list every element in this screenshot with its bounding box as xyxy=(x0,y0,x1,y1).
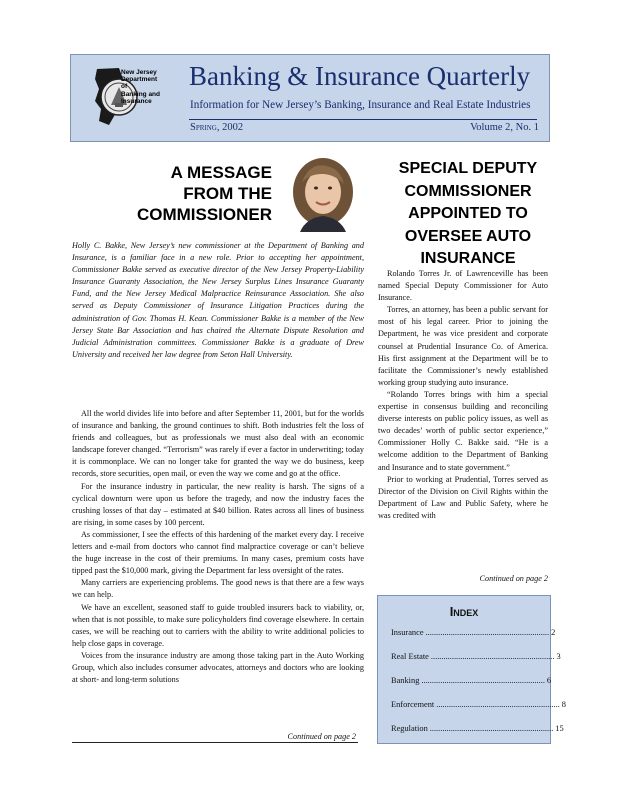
body-paragraph: As commissioner, I see the effects of this hardening of the market every day. I receive letters and e-mail from doctors who cannot find malpractice coverage or can’t believe the huge increase in the cost of their premiums. In many cases, premium costs have tipped past the $10,000 mark, giving the Department far less oversight of the rates. xyxy=(72,529,364,576)
body-paragraph: We have an excellent, seasoned staff to guide troubled insurers back to viability, or, when that is not possible, to make sure policyholders find coverage elsewhere. In certain cases, we will be reaching out to carriers with the ability to write additional policies to help close gaps in coverage. xyxy=(72,602,364,648)
index-label: Real Estate xyxy=(391,652,429,661)
commissioner-message-body xyxy=(72,408,364,686)
seal-line: Department xyxy=(121,76,158,84)
continued-link-right[interactable]: Continued on page 2 xyxy=(479,574,548,583)
index-entry-real-estate[interactable] xyxy=(391,652,561,661)
publication-subtitle: Information for New Jersey’s Banking, Insurance and Real Estate Industries xyxy=(190,99,531,111)
index-page: 3 xyxy=(556,652,561,661)
commissioner-message-headline xyxy=(96,162,272,225)
headline-line: COMMISSIONER xyxy=(136,205,272,224)
body-paragraph: Rolando Torres Jr. of Lawrenceville has been named Special Deputy Commissioner for Auto Insurance. xyxy=(378,269,548,303)
deputy-commissioner-body xyxy=(378,268,548,522)
column-divider xyxy=(72,742,358,743)
index-label: Enforcement xyxy=(391,700,435,709)
index-leader: ........................................................... xyxy=(436,700,560,709)
index-leader: ........................................................... xyxy=(425,628,550,637)
headline-line: FROM THE xyxy=(183,184,272,203)
index-entry-banking[interactable] xyxy=(391,676,552,685)
headline-line: A MESSAGE xyxy=(170,163,272,182)
index-entry-insurance[interactable] xyxy=(391,628,556,637)
continued-link-left[interactable]: Continued on page 2 xyxy=(287,732,356,741)
headline-line: INSURANCE xyxy=(420,250,516,267)
headline-line: APPOINTED TO xyxy=(408,205,528,222)
headline-line: COMMISSIONER xyxy=(404,182,532,200)
body-paragraph: “Rolando Torres brings with him a special expertise in consensus building and reconciling diverse interests on public policy issues, as well as two decades’ worth of public sector experience,” Commissioner Holly C. Bakke said. “He is a welcome addition to the Department of Banking and Insurance and to state government.” xyxy=(378,389,548,472)
headline-line: OVERSEE AUTO xyxy=(404,227,532,245)
headline-line: SPECIAL DEPUTY xyxy=(398,160,538,177)
seal-line: Insurance xyxy=(121,97,152,105)
body-paragraph: Many carriers are experiencing problems. The good news is that there are a few ways we can help. xyxy=(72,578,364,600)
index-entry-regulation[interactable] xyxy=(391,724,564,733)
seal-line: Banking and xyxy=(121,90,161,98)
index-leader: ........................................................... xyxy=(421,676,545,685)
masthead-rule xyxy=(189,119,537,120)
body-paragraph: For the insurance industry in particular, the new reality is harsh. The signs of a cyclical downturn were upon us before the tragedy, and now the industry faces the crushing losses of that day – estimated at $40 billion. Rates across all lines of business are rising, in some cases by 100 percent. xyxy=(72,481,364,527)
index-page: 2 xyxy=(551,628,556,637)
index-entry-enforcement[interactable] xyxy=(391,700,566,709)
index-page: 6 xyxy=(546,676,552,685)
index-page: 8 xyxy=(561,700,566,709)
index-box xyxy=(377,595,566,744)
index-page: 15 xyxy=(555,724,564,733)
body-paragraph: Torres, an attorney, has been a public servant for most of his legal career. Prior to joining the Department, he was vice president and corporate counsel at Prudential Insurance Co. of America. His first assignment at the Department will be to facilitate the Commissioner’s newly established working group studying auto insurance. xyxy=(378,305,548,387)
deputy-commissioner-headline xyxy=(383,158,553,271)
index-label: Banking xyxy=(391,676,420,685)
issue-volume: Volume 2, No. 1 xyxy=(470,122,539,133)
index-label: Regulation xyxy=(391,724,428,733)
index-title: Index xyxy=(449,604,479,619)
publication-title: Banking & Insurance Quarterly xyxy=(189,61,531,91)
issue-season: Spring, 2002 xyxy=(190,122,244,133)
body-paragraph: Prior to working at Prudential, Torres served as Director of the Division on Civil Rights within the Department of Law and Public Safety, where he was credited with xyxy=(378,474,548,520)
seal-line: of xyxy=(121,83,128,91)
index-leader: ........................................................... xyxy=(430,652,555,661)
body-paragraph: Voices from the insurance industry are among those taking part in the Auto Working Group, which also includes consumer advocates, attorneys and doctors who are looking at short- and long-term solutions xyxy=(72,650,364,685)
seal-line: New Jersey xyxy=(121,69,157,76)
index-label: Insurance xyxy=(391,628,424,637)
commissioner-intro: Holly C. Bakke, New Jersey’s new commissioner at the Department of Banking and Insurance, is a familiar face in a new role. Prior to accepting her appointment, Commissioner Bakke served as executive director of the New Jersey Property-Liability Insurance Guaranty Association, the New Jersey Surplus Lines Insurance Guaranty Fund, and the New Jersey Medical Malpractice Reinsurance Association. She also served as Deputy Commissioner of Insurance Litigation Practices during the administration of Gov. Thomas H. Kean. Commissioner Bakke is a member of the New Jersey State Bar Association and has chaired the Alternate Dispute Resolution and Judicial Administration committees. Commissioner Bakke is a graduate of Drew University and received her law degree from Seton Hall University. xyxy=(72,241,364,359)
seal-caption xyxy=(121,69,160,105)
body-paragraph: All the world divides life into before and after September 11, 2001, but for the worlds of insurance and banking, the ground continues to shift. Both industries felt the loss of friends and colleagues, but as professionals we must also deal with an economic landscape forever changed. “Terrorism” was rarely if ever a factor in underwriting; today it is commonplace. We can no longer take for granted the way we do business, keep records, store securities, open mail, or even the way we come and go at the office. xyxy=(72,409,364,479)
masthead xyxy=(70,54,550,142)
index-leader: ........................................................... xyxy=(429,724,554,733)
commissioner-photo xyxy=(282,152,364,232)
